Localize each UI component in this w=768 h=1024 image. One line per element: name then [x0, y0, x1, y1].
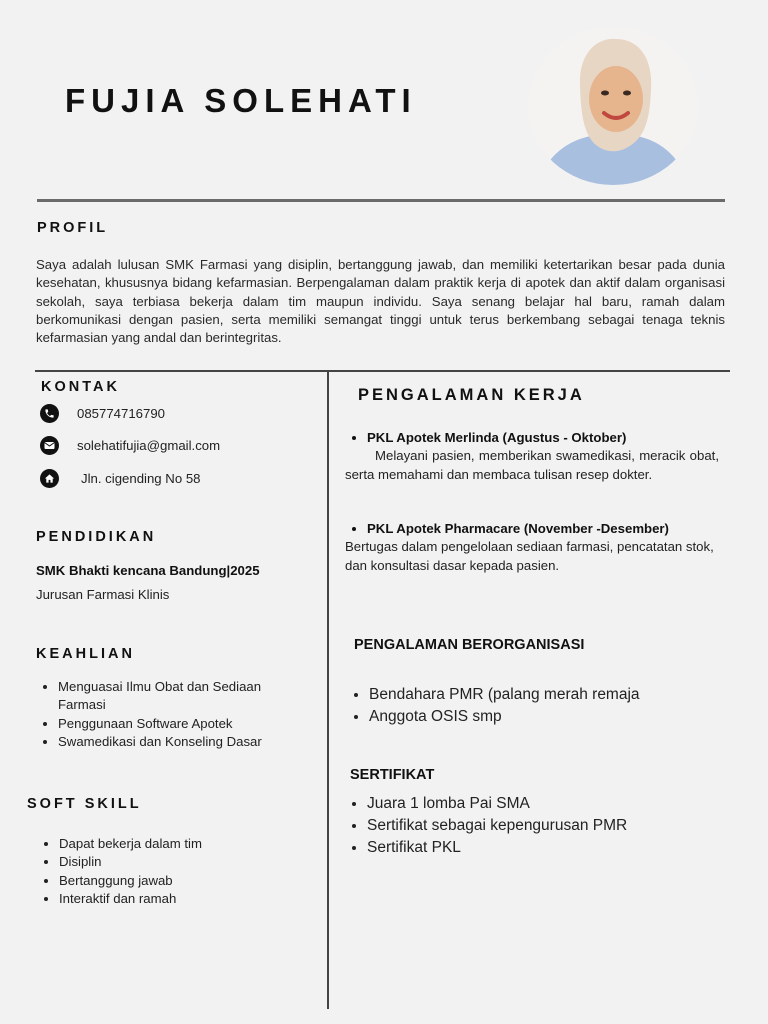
organization-title: PENGALAMAN BERORGANISASI [354, 637, 585, 653]
soft-skill-list [37, 835, 297, 908]
job-entry [345, 520, 719, 575]
profile-title: PROFIL [37, 220, 109, 236]
profile-text: Saya adalah lulusan SMK Farmasi yang disiplin, bertanggung jawab, dan memiliki ketertarikan besar pada dunia kesehatan, khususnya bidang kefarmasian. Berpengalaman dalam praktik kerja di apotek dan aktif dalam organisasi sekolah, saya terbiasa bekerja dalam tim maupun individu. Saya senang belajar hal baru, ramah dalam berkomunikasi dengan pasien, serta memiliki semangat tinggi untuk terus berkembang sebagai tenaga teknis kefarmasian yang andal dan berintegritas. [36, 257, 725, 346]
education-title: PENDIDIKAN [36, 529, 157, 545]
soft-skill-item: • Disiplin [59, 853, 297, 871]
certificate-item: • Sertifikat sebagai kepengurusan PMR [367, 815, 715, 837]
organization-item: • Bendahara PMR (palang merah remaja [369, 684, 717, 706]
certificate-item: • Juara 1 lomba Pai SMA [367, 793, 715, 815]
experience-title: PENGALAMAN KERJA [358, 386, 585, 404]
profile-photo [528, 27, 698, 185]
job-description: Melayani pasien, memberikan swamedikasi, meracik obat, serta memahami dan membaca tulisan resep dokter. [345, 448, 719, 482]
profile-photo-illustration [528, 27, 698, 185]
skill-item: • Penggunaan Software Apotek [58, 715, 276, 733]
certificates-title: SERTIFIKAT [350, 767, 435, 783]
section-divider [35, 370, 730, 372]
soft-skill-item: • Bertanggung jawab [59, 872, 297, 890]
phone-icon [40, 404, 59, 423]
job-title: • PKL Apotek Pharmacare (November -Desember) [367, 520, 719, 538]
job-entry [345, 429, 719, 484]
home-icon [40, 469, 59, 488]
skill-item: • Swamedikasi dan Konseling Dasar [58, 733, 276, 751]
contact-title: KONTAK [41, 379, 120, 395]
header-divider [37, 199, 725, 202]
contact-email-text: solehatifujia@gmail.com [77, 438, 221, 453]
job-title: • PKL Apotek Merlinda (Agustus - Oktober) [367, 429, 719, 447]
skills-list [36, 678, 276, 751]
soft-skill-item: • Dapat bekerja dalam tim [59, 835, 297, 853]
certificates-list [345, 793, 715, 859]
soft-skill-item: • Interaktif dan ramah [59, 890, 297, 908]
column-divider [327, 371, 329, 1009]
organization-list [347, 684, 717, 728]
certificate-item: • Sertifikat PKL [367, 837, 715, 859]
contact-address [40, 469, 201, 488]
contact-email [40, 436, 220, 455]
contact-phone-text: 085774716790 [77, 406, 166, 421]
candidate-name: FUJIA SOLEHATI [65, 82, 417, 119]
skills-title: KEAHLIAN [36, 646, 135, 662]
mail-icon [40, 436, 59, 455]
contact-address-text: Jln. cigending No 58 [81, 471, 201, 486]
job-description: Bertugas dalam pengelolaan sediaan farmasi, pencatatan stok, dan konsultasi dasar kepada pasien. [345, 539, 714, 573]
soft-skill-title: SOFT SKILL [27, 796, 142, 812]
organization-item: • Anggota OSIS smp [369, 706, 717, 728]
contact-phone [40, 404, 165, 423]
education-school: SMK Bhakti kencana Bandung|2025 [36, 563, 260, 578]
education-major: Jurusan Farmasi Klinis [36, 587, 170, 602]
skill-item: • Menguasai Ilmu Obat dan Sediaan Farmasi [58, 678, 276, 715]
